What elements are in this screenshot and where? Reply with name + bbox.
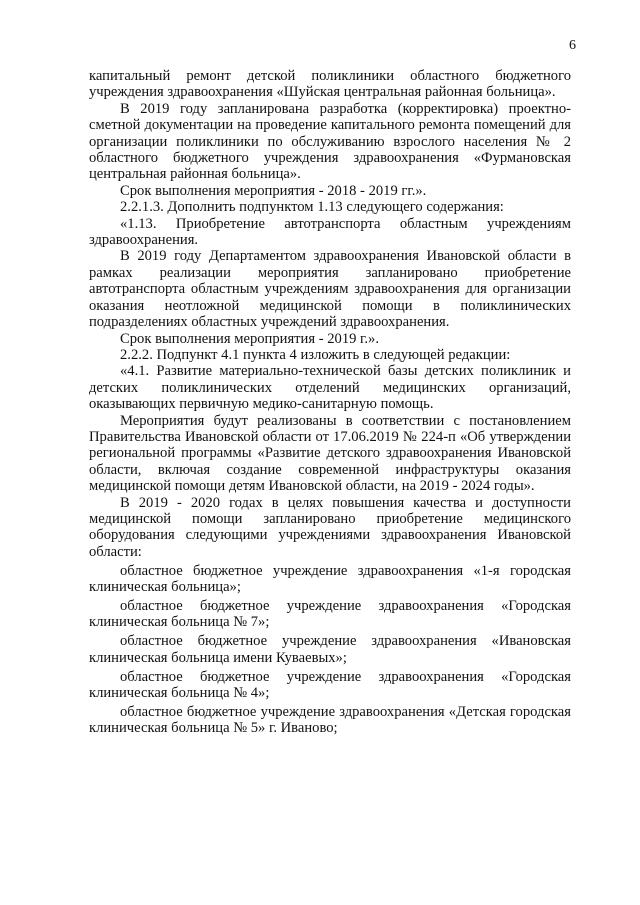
list-item: областное бюджетное учреждение здравоохранения «1-я городская клиническая больница»;: [89, 562, 571, 596]
paragraph: Срок выполнения мероприятия - 2018 - 2019 гг.».: [120, 182, 427, 199]
paragraph: «4.1. Развитие материально-технической базы детских поликлиник и детских поликлинических отделений медицинских организаций, оказывающих первичную медико-санитарную помощь.: [89, 363, 571, 413]
page-number: 6: [569, 38, 576, 53]
list-item: областное бюджетное учреждение здравоохранения «Городская клиническая больница № 4»;: [89, 668, 571, 702]
paragraph: В 2019 году Департаментом здравоохранения Ивановской области в рамках реализации мероприятия запланировано приобретение автотранспорта областным учреждениям здравоохранения для организации оказания неотложной медицинской помощи в поликлинических подразделениях областных учреждений здравоохранения.: [89, 248, 571, 331]
list-item: областное бюджетное учреждение здравоохранения «Ивановская клиническая больница имени Куваевых»;: [89, 633, 571, 666]
paragraph: Мероприятия будут реализованы в соответствии с постановлением Правительства Ивановской области от 17.06.2019 № 224-п «Об утверждении региональной программы «Развитие детского здравоохранения Ивановской области, включая создание современной инфраструктуры оказания медицинской помощи детям Ивановской области, на 2019 - 2024 годы».: [89, 412, 571, 495]
paragraph: капитальный ремонт детской поликлиники областного бюджетного учреждения здравоохранения «Шуйская центральная районная больница».: [89, 68, 571, 101]
paragraph: В 2019 году запланирована разработка (корректировка) проектно-сметной документации на проведение капитального ремонта помещений для организации поликлиники по обслуживанию взрослого населения № 2 областного бюджетного учреждения здравоохранения «Фурмановская центральная районная больница».: [89, 100, 571, 183]
list-item: областное бюджетное учреждение здравоохранения «Городская клиническая больница № 7»;: [89, 598, 571, 631]
paragraph: «1.13. Приобретение автотранспорта областным учреждениям здравоохранения.: [89, 215, 571, 249]
paragraph: В 2019 - 2020 годах в целях повышения качества и доступности медицинской помощи запланировано приобретение медицинского оборудования следующими учреждениями здравоохранения Ивановской области:: [89, 494, 571, 560]
paragraph: Срок выполнения мероприятия - 2019 г.».: [120, 330, 379, 347]
paragraph: 2.2.1.3. Дополнить подпунктом 1.13 следующего содержания:: [120, 199, 504, 216]
document-body: [89, 68, 571, 737]
list-item: областное бюджетное учреждение здравоохранения «Детская городская клиническая больница № 5» г. Иваново;: [89, 703, 571, 737]
paragraph: 2.2.2. Подпункт 4.1 пункта 4 изложить в следующей редакции:: [120, 346, 511, 363]
